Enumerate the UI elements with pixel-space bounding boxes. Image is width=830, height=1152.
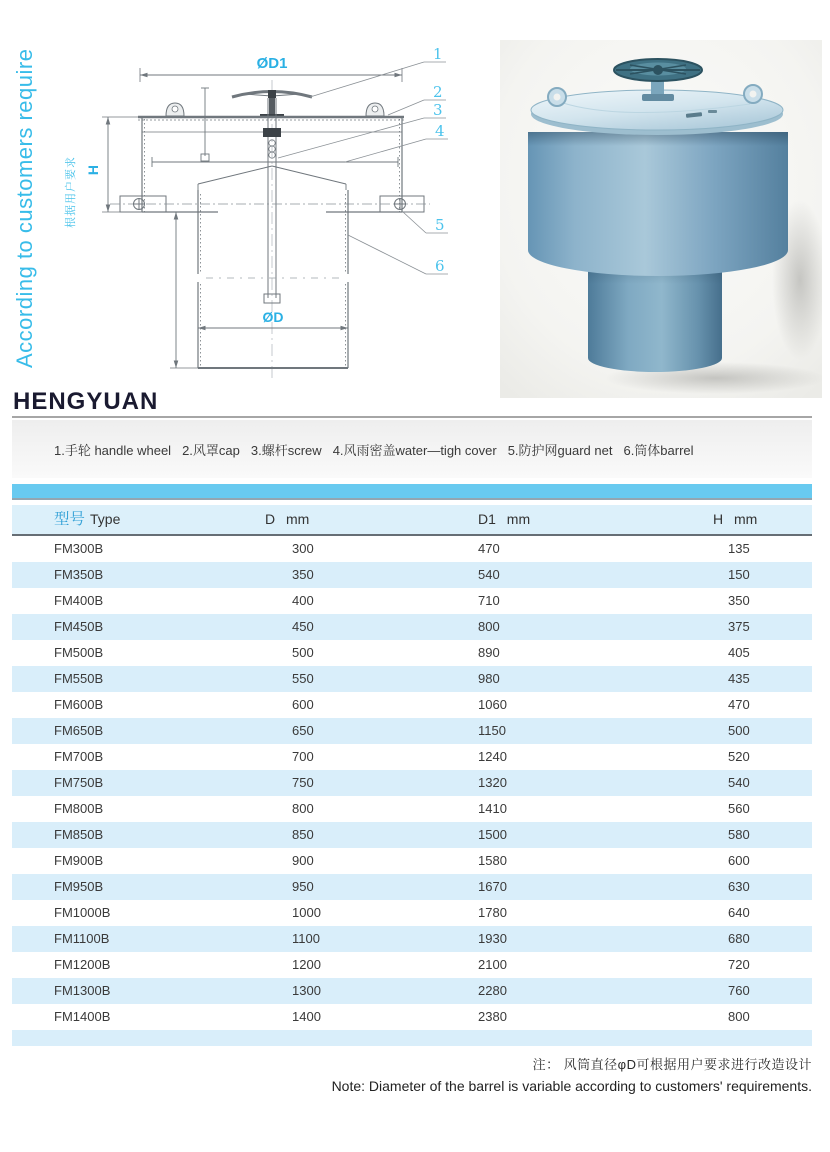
cell-d1: 800 (478, 619, 500, 634)
header-d: D mm (265, 511, 310, 527)
cell-type: FM700B (54, 749, 104, 764)
table-row (12, 744, 812, 770)
table-accent-bar (12, 484, 812, 500)
parts-legend (12, 420, 812, 478)
cell-d: 1000 (292, 905, 321, 920)
photo-drum (528, 132, 788, 276)
cell-d1: 1670 (478, 879, 507, 894)
cell-h: 560 (728, 801, 750, 816)
table-row (12, 822, 812, 848)
table-row (12, 978, 812, 1004)
cell-d1: 540 (478, 567, 500, 582)
part-number-6: 6 (435, 257, 445, 275)
cell-d1: 1060 (478, 697, 507, 712)
cell-d: 600 (292, 697, 314, 712)
cell-d: 1300 (292, 983, 321, 998)
part-number-5: 5 (435, 216, 445, 234)
cell-d: 350 (292, 567, 314, 582)
technical-diagram (78, 36, 484, 386)
product-photo (500, 40, 822, 398)
cell-d1: 2100 (478, 957, 507, 972)
table-row (12, 614, 812, 640)
cell-d: 850 (292, 827, 314, 842)
cell-h: 800 (728, 1009, 750, 1024)
note-chinese: 注： 风筒直径φD可根据用户要求进行改造设计 (532, 1057, 812, 1072)
dim-d1-label: ØD1 (256, 55, 288, 72)
cell-h: 520 (728, 749, 750, 764)
cell-h: 600 (728, 853, 750, 868)
table-row (12, 796, 812, 822)
cell-type: FM750B (54, 775, 104, 790)
cell-d: 300 (292, 541, 314, 556)
spec-table (12, 484, 812, 1046)
cell-d: 750 (292, 775, 314, 790)
cell-d1: 1780 (478, 905, 507, 920)
cell-type: FM800B (54, 801, 104, 816)
table-header-row (12, 505, 812, 536)
legend-item-5: 5.防护网guard net (507, 442, 613, 458)
divider-rule (12, 416, 812, 418)
cell-d1: 470 (478, 541, 500, 556)
cell-d1: 2280 (478, 983, 507, 998)
cell-type: FM300B (54, 541, 104, 556)
table-row (12, 536, 812, 562)
cell-h: 135 (728, 541, 750, 556)
table-row (12, 848, 812, 874)
table-empty-row (12, 1030, 812, 1046)
cell-h: 630 (728, 879, 750, 894)
legend-item-3: 3.螺杆screw (250, 442, 322, 458)
note-english: Note: Diameter of the barrel is variable according to customers' requirements. (331, 1078, 812, 1094)
cell-h: 540 (728, 775, 750, 790)
cell-type: FM850B (54, 827, 104, 842)
cell-type: FM500B (54, 645, 104, 660)
cell-d1: 1580 (478, 853, 507, 868)
cell-type: FM1300B (54, 983, 111, 998)
table-row (12, 666, 812, 692)
handwheel-drawing (232, 90, 312, 118)
cell-d: 550 (292, 671, 314, 686)
cell-type: FM1100B (54, 931, 110, 946)
table-row (12, 588, 812, 614)
table-row (12, 874, 812, 900)
cell-d1: 1150 (478, 723, 506, 738)
cell-d: 1400 (292, 1009, 321, 1024)
part-number-1: 1 (433, 45, 443, 63)
side-note-english: According to customers require (12, 48, 37, 368)
legend-item-2: 2.风罩cap (182, 442, 240, 458)
cell-d1: 1320 (478, 775, 507, 790)
cell-d: 700 (292, 749, 314, 764)
dim-h-label: H (85, 164, 101, 176)
table-row (12, 640, 812, 666)
table-row (12, 1004, 812, 1030)
table-row (12, 952, 812, 978)
cell-type: FM950B (54, 879, 104, 894)
header-type (12, 505, 230, 534)
cell-h: 760 (728, 983, 750, 998)
cell-type: FM450B (54, 619, 104, 634)
cell-type: FM1200B (54, 957, 111, 972)
cell-type: FM1400B (54, 1009, 111, 1024)
cell-type: FM600B (54, 697, 104, 712)
footer-notes (332, 1054, 812, 1094)
cell-h: 640 (728, 905, 750, 920)
cell-type: FM400B (54, 593, 104, 608)
legend-item-1: 1.手轮 handle wheel (54, 442, 172, 458)
spec-table-body (12, 536, 812, 1030)
cell-d: 400 (292, 593, 314, 608)
cell-d1: 1410 (478, 801, 507, 816)
cell-h: 435 (728, 671, 750, 686)
header-h: H mm (713, 511, 758, 527)
cell-type: FM900B (54, 853, 104, 868)
cell-h: 680 (728, 931, 750, 946)
cell-d1: 2380 (478, 1009, 507, 1024)
header-type-zh: 型号 (54, 511, 86, 528)
brand-title: HENGYUAN (13, 388, 159, 415)
cell-d1: 980 (478, 671, 500, 686)
cell-h: 580 (728, 827, 750, 842)
cell-h: 375 (728, 619, 750, 634)
table-row (12, 926, 812, 952)
table-row (12, 718, 812, 744)
part-callouts (278, 45, 448, 275)
cell-h: 720 (728, 957, 750, 972)
cell-h: 405 (728, 645, 750, 660)
cell-type: FM550B (54, 671, 104, 686)
cell-d: 1100 (292, 931, 320, 946)
cell-type: FM1000B (54, 905, 111, 920)
barrel-drawing (198, 190, 348, 368)
table-row (12, 562, 812, 588)
cell-h: 500 (728, 723, 750, 738)
cell-d1: 1930 (478, 931, 507, 946)
table-row (12, 692, 812, 718)
cell-d1: 890 (478, 645, 500, 660)
part-number-2: 2 (433, 83, 443, 101)
dim-d-label: ØD (262, 309, 284, 325)
legend-item-4: 4.风雨密盖water—tigh cover (332, 442, 497, 458)
cell-d1: 1240 (478, 749, 507, 764)
cell-d: 450 (292, 619, 314, 634)
cell-d: 1200 (292, 957, 321, 972)
table-row (12, 770, 812, 796)
cell-d1: 710 (478, 593, 500, 608)
cell-d: 950 (292, 879, 314, 894)
header-d1: D1 mm (478, 511, 531, 527)
cell-d: 500 (292, 645, 314, 660)
cell-d1: 1500 (478, 827, 507, 842)
cell-d: 650 (292, 723, 314, 738)
cell-type: FM350B (54, 567, 104, 582)
table-row (12, 900, 812, 926)
cell-d: 800 (292, 801, 314, 816)
part-number-3: 3 (433, 101, 443, 119)
header-type-en: Type (90, 511, 121, 527)
cell-h: 350 (728, 593, 750, 608)
cell-h: 150 (728, 567, 750, 582)
cell-h: 470 (728, 697, 750, 712)
cell-d: 900 (292, 853, 314, 868)
side-note-chinese: 根据用户要求 (65, 156, 77, 228)
part-number-4: 4 (435, 122, 445, 140)
cell-type: FM650B (54, 723, 104, 738)
legend-item-6: 6.筒体barrel (623, 442, 694, 458)
mounting-bracket-drawing (110, 196, 430, 212)
